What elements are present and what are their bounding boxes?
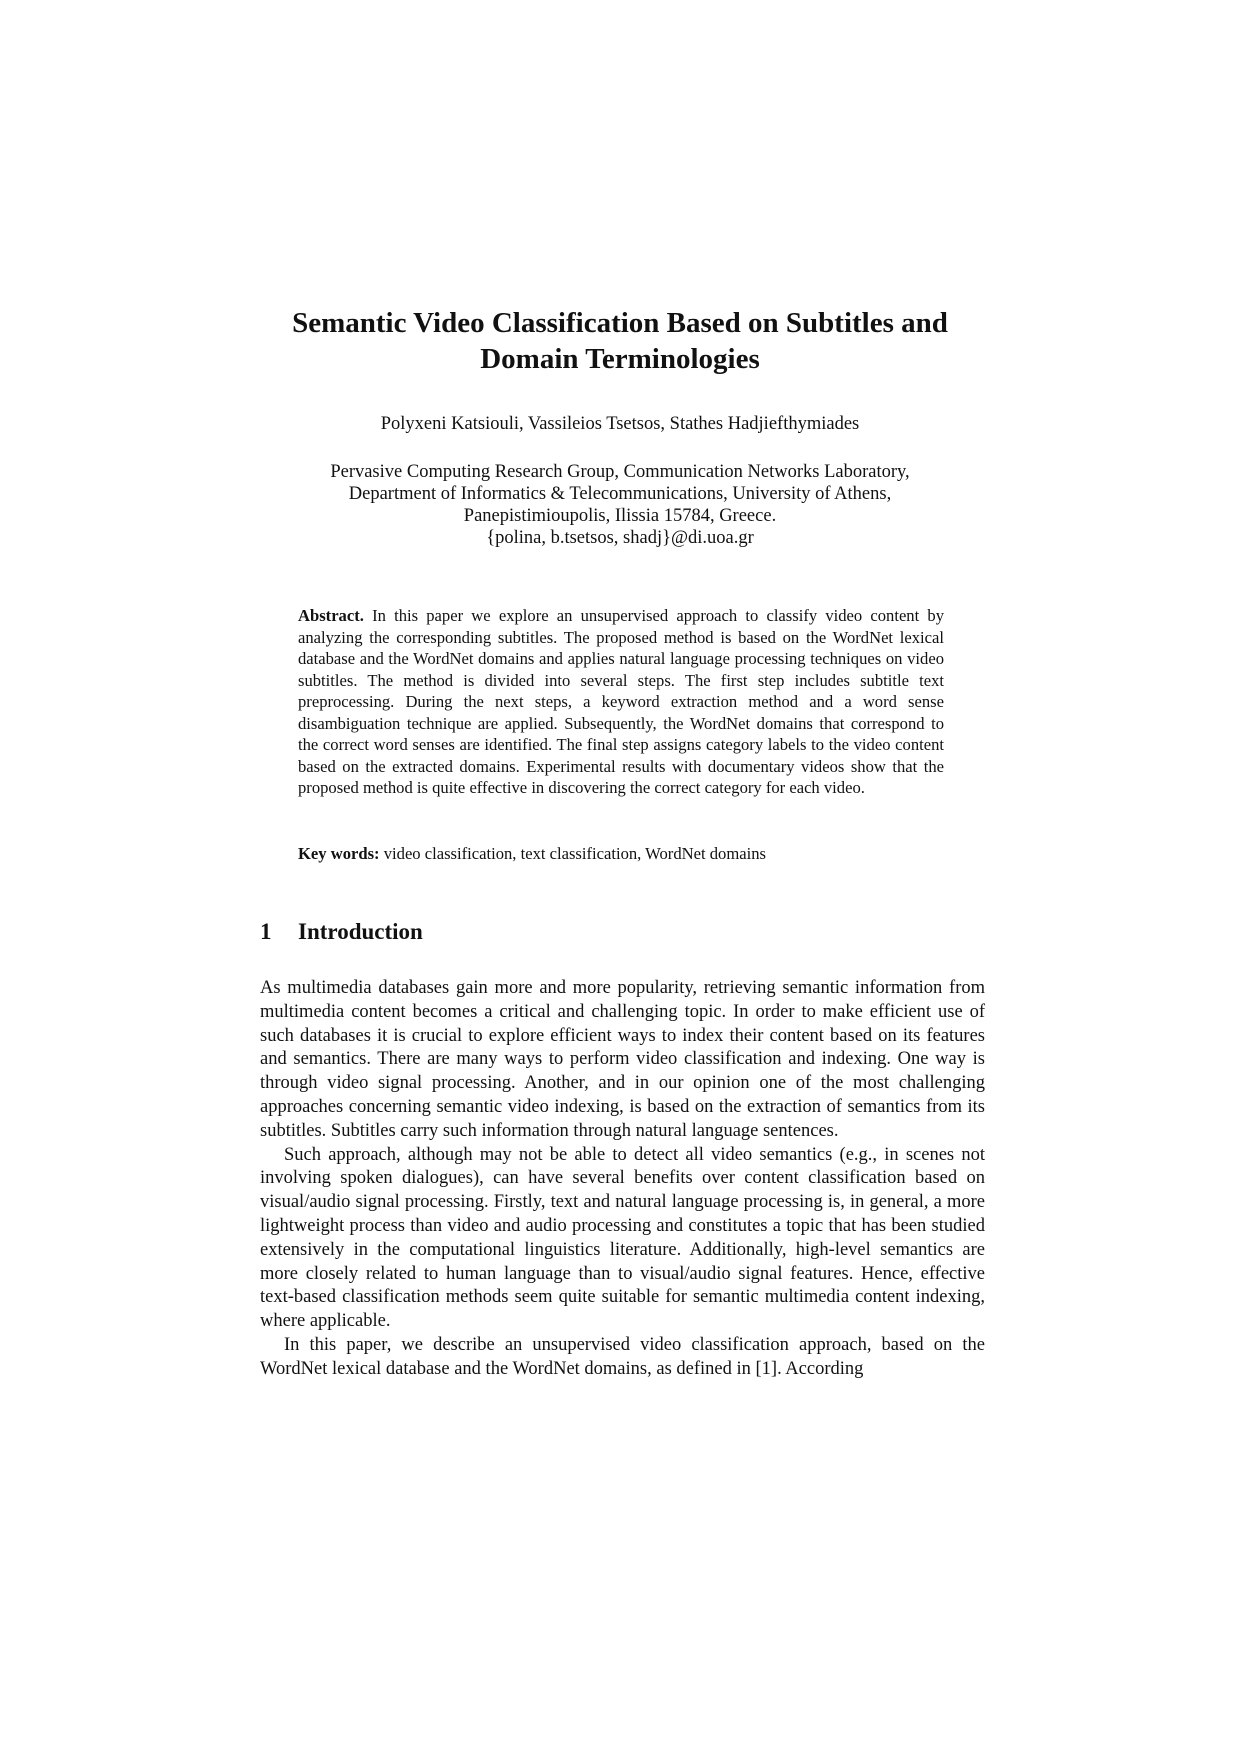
section-number: 1 [260, 919, 272, 944]
keywords-label: Key words: [298, 844, 380, 863]
affiliation-line: Pervasive Computing Research Group, Communication Networks Laboratory, [330, 462, 910, 482]
paper-title [220, 305, 1020, 377]
abstract-text: In this paper we explore an unsupervised approach to classify video content by analyzing the corresponding subtitles. The proposed method is based on the WordNet lexical database and the WordNet domains and applies natural language processing techniques on video subtitles. The method is divided into several steps. The first step includes subtitle text preprocessing. During the next steps, a keyword extraction method and a word sense disambiguation technique are applied. Subsequently, the WordNet domains that correspond to the correct word senses are identified. The final step assigns category labels to the video content based on the extracted domains. Experimental results with documentary videos show that the proposed method is quite effective in discovering the correct category for each video. [298, 606, 944, 797]
affiliation-line: Panepistimioupolis, Ilissia 15784, Greece. [463, 506, 777, 526]
paragraph: As multimedia databases gain more and more popularity, retrieving semantic information from multimedia content becomes a critical and challenging topic. In order to make efficient use of such databases it is crucial to explore efficient ways to index their content based on its features and semantics. There are many ways to perform video classification and indexing. One way is through video signal processing. Another, and in our opinion one of the most challenging approaches concerning semantic video indexing, is based on the extraction of semantics from its subtitles. Subtitles carry such information through natural language sentences. [260, 978, 985, 1141]
affiliation-line: Department of Informatics & Telecommunications, University of Athens, [348, 484, 892, 504]
author-list: Polyxeni Katsiouli, Vassileios Tsetsos, Stathes Hadjiefthymiades [380, 414, 860, 434]
section-heading [260, 918, 423, 946]
abstract [298, 605, 944, 799]
author-emails: {polina, b.tsetsos, shadj}@di.uoa.gr [486, 528, 754, 548]
paragraph: In this paper, we describe an unsupervised video classification approach, based on the WordNet lexical database and the WordNet domains, as defined in [1]. According [260, 1334, 985, 1379]
section-title: Introduction [298, 919, 423, 944]
title-line-1: Semantic Video Classification Based on Subtitles and [292, 307, 948, 339]
keywords-text: video classification, text classification, WordNet domains [383, 844, 766, 863]
title-line-2: Domain Terminologies [480, 343, 760, 375]
keywords [298, 843, 944, 865]
affiliation-block [220, 461, 1020, 549]
abstract-label: Abstract. [298, 606, 364, 625]
paragraph: Such approach, although may not be able to detect all video semantics (e.g., in scenes not involving spoken dialogues), can have several benefits over content classification based on visual/audio signal processing. Firstly, text and natural language processing is, in general, a more lightweight process than video and audio processing and constitutes a topic that has been studied extensively in the computational linguistics literature. Additionally, high-level semantics are more closely related to human language than to visual/audio signal features. Hence, effective text-based classification methods seem quite suitable for semantic multimedia content indexing, where applicable. [260, 1144, 985, 1332]
section-body [260, 977, 985, 1382]
